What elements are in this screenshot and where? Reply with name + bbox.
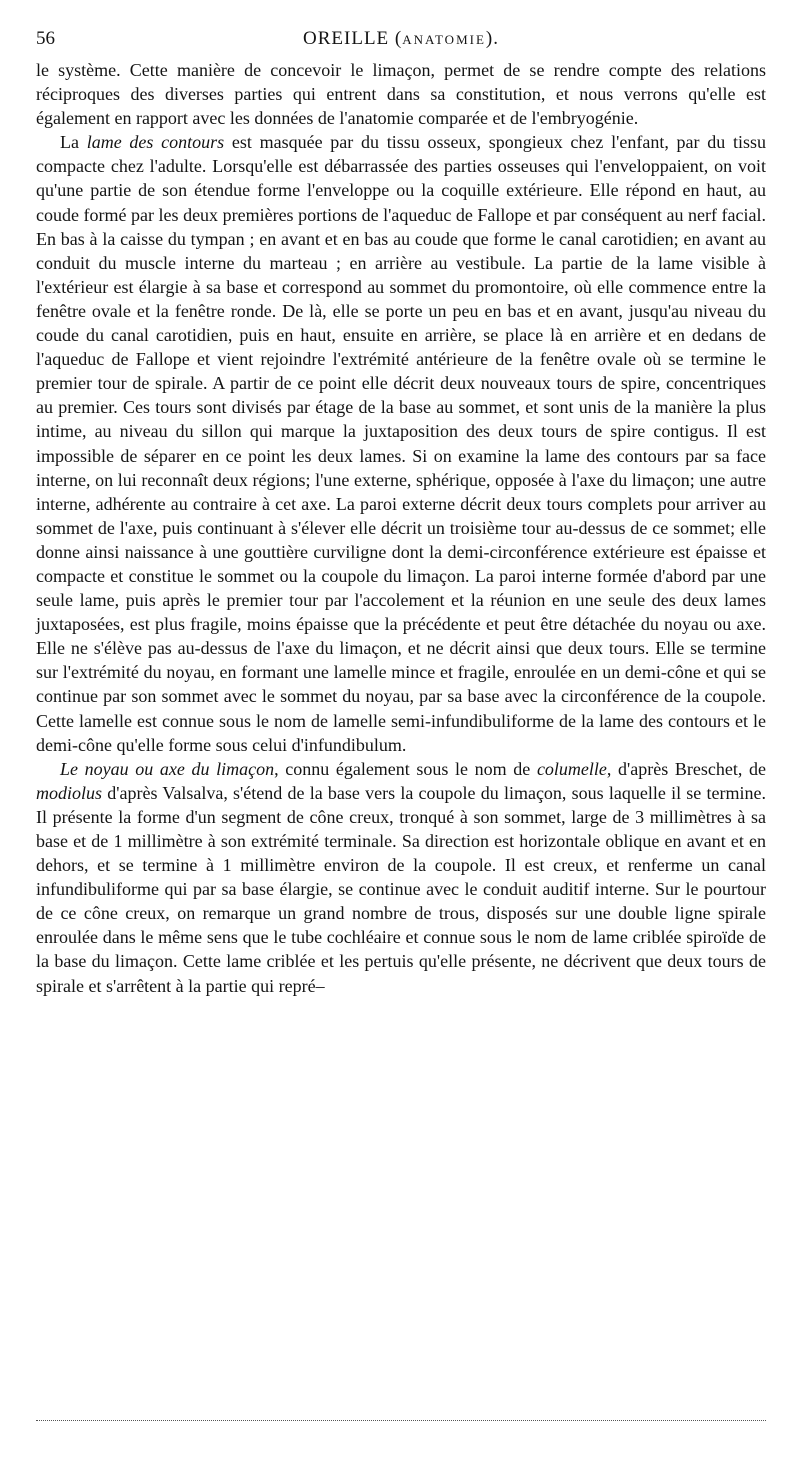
running-head <box>36 28 766 58</box>
body-text <box>36 58 766 998</box>
paragraph-2-start: La <box>60 132 87 153</box>
running-title-main: OREILLE <box>303 28 390 49</box>
term-columelle: columelle <box>536 758 607 779</box>
running-title-paren-close: ). <box>485 28 499 49</box>
paragraph-2-text: est masquée par du tissu osseux, spongieux chez l'enfant, par du tissu compacte chez l'adulte. Lorsqu'elle est débarrassée des parties osseuses qui l'enveloppaient, on voit qu'une partie de son étendue forme l'enveloppe ou la coquille extérieure. Elle répond en haut, au coude formé par les deux premières portions de l'aqueduc de Fallope et par conséquent au nerf facial. En bas à la caisse du tympan ; en avant et en bas au coude que forme le canal carotidien; en avant au conduit du muscle interne du marteau ; en arrière au vestibule. La partie de la lame visible à l'extérieur est élargie à sa base et correspond au sommet du promontoire, où elle commence entre la fenêtre ovale et la fenêtre ronde. De là, elle se porte un peu en bas et en avant, jusqu'au niveau du coude du canal carotidien, puis en haut, ensuite en arrière, se place là en arrière et en dedans de l'aqueduc de Fallope et vient rejoindre l'extrémité antérieure de la fenêtre ovale où se termine le premier tour de spirale. A partir de ce point elle décrit deux nouveaux tours de spire, concentriques au premier. Ces tours sont divisés par étage de la base au sommet, et sont unis de la manière la plus intime, au niveau du sillon qui marque la juxtaposition des deux tours de spire contigus. Il est impossible de séparer en ce point les deux lames. Si on examine la lame des contours par sa face interne, on lui reconnaît deux régions; l'une externe, sphérique, opposée à l'axe du limaçon; une autre interne, adhérente au contraire à cet axe. La paroi externe décrit deux tours complets pour arriver au sommet de l'axe, puis continuant à s'élever elle décrit un troisième tour au-dessus de ce sommet; elle donne ainsi naissance à une gouttière curviligne dont la demi-circonférence extérieure est épaisse et compacte et constitue le sommet ou la coupole du limaçon. La paroi interne formée d'abord par une seule lame, puis après le premier tour par l'accolement et la réunion en une seule des deux lames juxtaposées, est plus fragile, moins épaisse que la précédente et peut être détachée du noyau ou axe. Elle ne s'élève pas au-dessus de l'axe du limaçon, et ne décrit ainsi que deux tours. Elle se termine sur l'extrémité du noyau, en formant une lamelle mince et fragile, enroulée en un demi-cône et qui se continue par son sommet avec le sommet du noyau, par sa base avec la circonférence de la coupole. Cette lamelle est connue sous le nom de lamelle semi-infundibuliforme de la lame des contours et le demi-cône qu'elle forme sous celui d'infundibulum. <box>36 132 767 755</box>
page <box>36 28 766 998</box>
running-title <box>36 28 766 50</box>
bottom-dotted-rule <box>36 1420 766 1421</box>
running-title-section: ANATOMIE <box>402 32 486 47</box>
paragraph-1: le système. Cette manière de concevoir le limaçon, permet de se rendre compte des relations réciproques des diverses parties qui entrent dans sa constitution, et nous verrons qu'elle est également en rapport avec les données de l'anatomie comparée et de l'embryogénie. <box>36 60 766 129</box>
running-title-paren-open: ( <box>389 28 403 49</box>
paragraph-3-text-c: d'après Valsalva, s'étend de la base vers la coupole du limaçon, sous laquelle il se termine. Il présente la forme d'un segment de cône creux, tronqué à son sommet, large de 3 millimètres à sa base et de 1 millimètre à son extrémité terminale. Sa direction est horizontale oblique en avant et en dehors, et se termine à 1 millimètre environ de la coupole. Il est creux, et renferme un canal infundibuliforme qui par sa base élargie, se continue avec le conduit auditif interne. Sur le pourtour de ce cône creux, on remarque un grand nombre de trous, disposés sur une double ligne spirale enroulée dans le même sens que le tube cochléaire et connue sous le nom de lame criblée spiroïde de la base du limaçon. Cette lame criblée et les pertuis qu'elle présente, ne décrivent que deux tours de spirale et s'arrêtent à la partie qui repré– <box>36 782 766 996</box>
term-lame-des-contours: lame des contours <box>86 132 225 153</box>
paragraph-3 <box>36 757 766 998</box>
term-noyau: Le noyau ou axe du limaçon <box>60 758 275 779</box>
paragraph-3-text-b: , d'après Breschet, de <box>606 758 766 779</box>
term-modiolus: modiolus <box>36 782 103 803</box>
page-number: 56 <box>36 28 55 49</box>
paragraph-2 <box>36 130 766 756</box>
paragraph-3-text-a: , connu également sous le nom de <box>274 758 537 779</box>
